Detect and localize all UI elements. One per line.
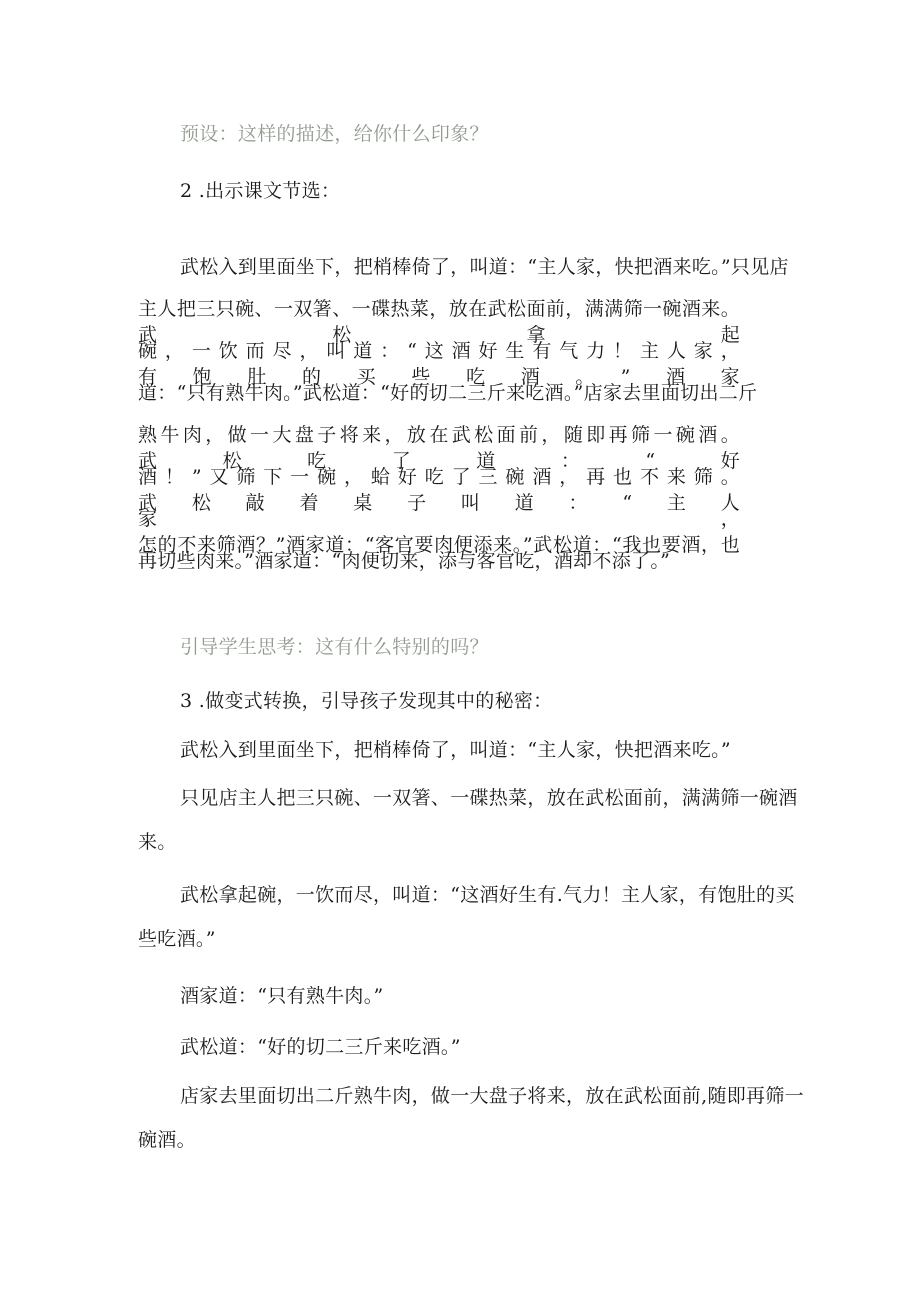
transformed-line: 来。 (138, 831, 177, 853)
transformed-line: 武松拿起碗，一饮而尽，叫道：“这酒好生有.气力！主人家，有饱肚的买 (180, 884, 795, 906)
transformed-line: 店家去里面切出二斤熟牛肉，做一大盘子将来，放在武松面前,随即再筛一 (180, 1085, 804, 1107)
excerpt-line: 道：“只有熟牛肉。”武松道：“好的切二三斤来吃酒。”店家去里面切出二斤 (138, 382, 758, 404)
excerpt-line: 家，怎的不来筛酒？”酒家道：“客官要肉便添来。”武松道：“我也要酒，也 (138, 508, 740, 556)
transformed-line: 些吃酒。” (138, 928, 216, 950)
excerpt-line: 熟牛肉，做一大盘子将来，放在武松面前，随即再筛一碗酒。武松吃了道：“好 (138, 424, 740, 472)
excerpt-line: 再切些肉来。”酒家道：“肉便切来，添与客官吃，酒却不添了。” (138, 550, 671, 572)
transformed-line: 武松入到里面坐下，把梢棒倚了，叫道：“主人家，快把酒来吃。” (180, 739, 731, 761)
transformed-line: 只见店主人把三只碗、一双箸、一碟热菜，放在武松面前，满满筛一碗酒 (180, 787, 798, 809)
transformed-line: 酒家道：“只有熟牛肉。” (180, 985, 384, 1007)
step2-heading: 2 .出示课文节选： (180, 180, 341, 202)
transformed-line: 武松道：“好的切二三斤来吃酒。” (180, 1036, 461, 1058)
excerpt-line: 武松入到里面坐下，把梢棒倚了，叫道：“主人家，快把酒来吃。”只见店 (180, 256, 789, 278)
excerpt-line: 主人把三只碗、一双箸、一碟热菜，放在武松面前，满满筛一碗酒来。武松拿起 (138, 298, 740, 346)
step3-heading: 3 .做变式转换，引导孩子发现其中的秘密： (180, 690, 553, 712)
preset-prompt: 预设：这样的描述，给你什么印象？ (180, 123, 489, 145)
transformed-line: 碗酒。 (138, 1129, 196, 1151)
excerpt-line: 碗，一饮而尽，叫道：“这酒好生有气力！主人家，有饱肚的买些吃酒。”酒家 (138, 340, 740, 388)
excerpt-line: 酒！”又筛下一碗，蛤好吃了三碗酒，再也不来筛。武松敲着桌子叫道：“主人 (138, 466, 740, 514)
guide-prompt: 引导学生思考：这有什么特别的吗？ (180, 636, 489, 658)
